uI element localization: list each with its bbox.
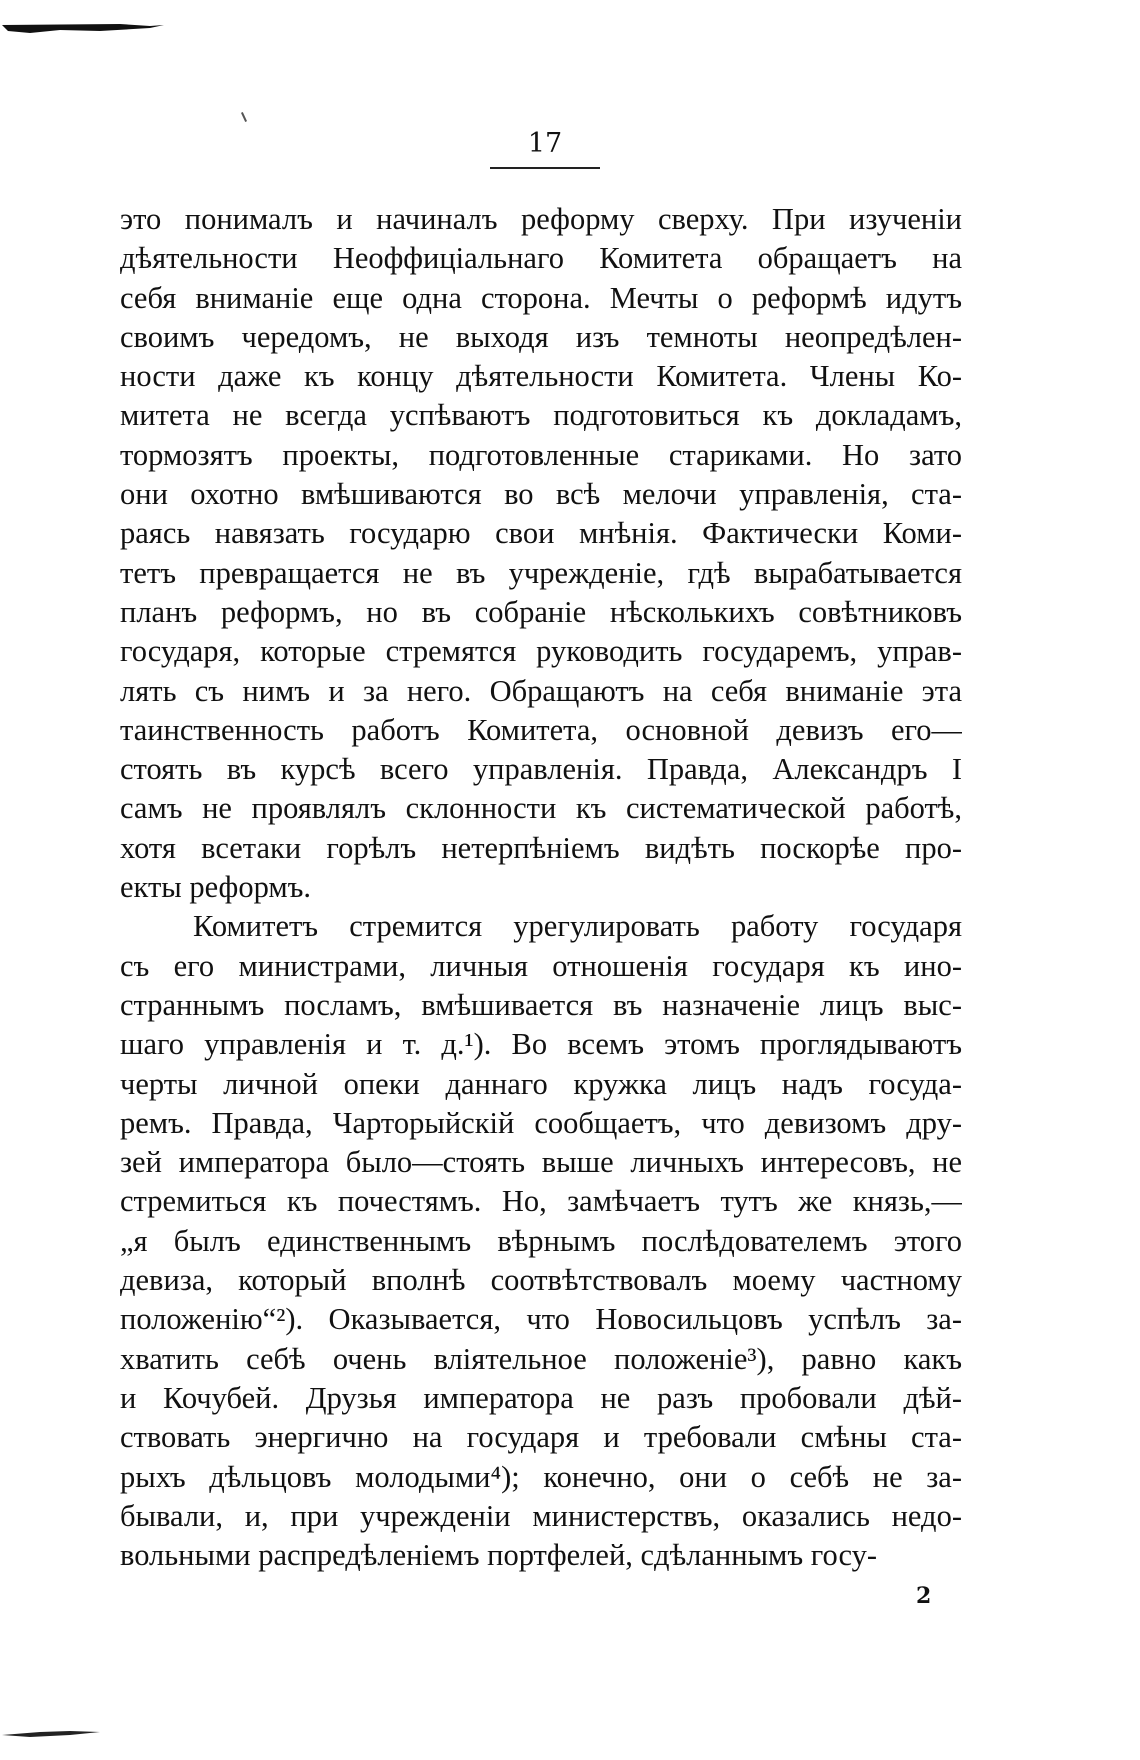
text-line: ности даже къ концу дѣятельности Комитета. Члены Ко- — [120, 359, 962, 394]
text-line: „я былъ единственнымъ вѣрнымъ послѣдователемъ этого — [120, 1223, 962, 1258]
text-line: тормозятъ проекты, подготовленные стариками. Но зато — [120, 437, 962, 472]
text-line: они охотно вмѣшиваются во всѣ мелочи управленія, ста- — [120, 477, 962, 512]
text-line: планъ реформъ, но въ собраніе нѣсколькихъ совѣтниковъ — [120, 594, 962, 629]
text-line: таинственность работъ Комитета, основной девизъ его— — [120, 712, 962, 747]
text-line: митета не всегда успѣваютъ подготовиться къ докладамъ, — [120, 398, 962, 433]
text-line: вольными распредѣленіемъ портфелей, сдѣланнымъ госу- — [120, 1538, 878, 1573]
text-line: своимъ чередомъ, не выходя изъ темноты неопредѣлен- — [120, 319, 962, 354]
page-number: 17 — [527, 128, 563, 159]
text-line: государя, которые стремятся руководить государемъ, управ- — [120, 634, 962, 669]
page-number-rule — [490, 167, 600, 169]
text-line: хватить себѣ очень вліятельное положеніе³), равно какъ — [120, 1341, 962, 1376]
text-line: дѣятельности Неоффиціальнаго Комитета обращаетъ на — [120, 241, 962, 276]
paragraph — [120, 907, 962, 1575]
text-line: ремъ. Правда, Чарторыйскій сообщаетъ, что девизомъ дру- — [120, 1105, 962, 1140]
text-line: положенію“²). Оказывается, что Новосильцовъ успѣлъ за- — [120, 1302, 962, 1337]
text-line: ствовать энергично на государя и требовали смѣны ста- — [120, 1420, 962, 1455]
text-line: раясь навязать государю свои мнѣнія. Фактически Коми- — [120, 516, 962, 551]
scan-artifact-top — [0, 22, 168, 36]
scan-artifact-bottom — [0, 1726, 110, 1740]
text-line: черты личной опеки даннаго кружка лицъ надъ госуда- — [120, 1066, 962, 1101]
text-line: бывали, и, при учрежденіи министерствъ, оказались недо- — [120, 1498, 962, 1533]
signature-mark: 2 — [916, 1583, 932, 1609]
text-line: и Кочубей. Друзья императора не разъ пробовали дѣй- — [120, 1380, 962, 1415]
text-line: Комитетъ стремится урегулировать работу государя — [193, 909, 962, 944]
text-line: тетъ превращается не въ учрежденіе, гдѣ вырабатывается — [120, 555, 962, 590]
text-line: девиза, который вполнѣ соотвѣтствовалъ моему частному — [120, 1263, 962, 1298]
text-line: рыхъ дѣльцовъ молодыми⁴); конечно, они о себѣ не за- — [120, 1459, 962, 1494]
body-text — [120, 200, 962, 1575]
paragraph — [120, 200, 962, 907]
text-line: шаго управленія и т. д.¹). Во всемъ этомъ проглядываютъ — [120, 1027, 962, 1062]
text-line: самъ не проявлялъ склонности къ систематической работѣ, — [120, 791, 962, 826]
text-line: это понималъ и начиналъ реформу сверху. При изученіи — [120, 202, 962, 236]
text-line: лять съ нимъ и за него. Обращаютъ на себя вниманіе эта — [120, 673, 962, 708]
text-line: екты реформъ. — [120, 870, 312, 905]
text-line: себя вниманіе еще одна сторона. Мечты о реформѣ идутъ — [120, 280, 962, 315]
scan-speck — [241, 112, 247, 122]
text-line: стремиться къ почестямъ. Но, замѣчаетъ тутъ же князь,— — [120, 1184, 962, 1219]
text-line: стоять въ курсѣ всего управленія. Правда, Александръ I — [120, 752, 962, 787]
text-line: зей императора было—стоять выше личныхъ интересовъ, не — [120, 1145, 962, 1180]
text-line: хотя всетаки горѣлъ нетерпѣніемъ видѣть поскорѣе про- — [120, 830, 962, 865]
text-line: съ его министрами, личныя отношенія государя къ ино- — [120, 948, 962, 983]
text-line: страннымъ посламъ, вмѣшивается въ назначеніе лицъ выс- — [120, 987, 962, 1022]
